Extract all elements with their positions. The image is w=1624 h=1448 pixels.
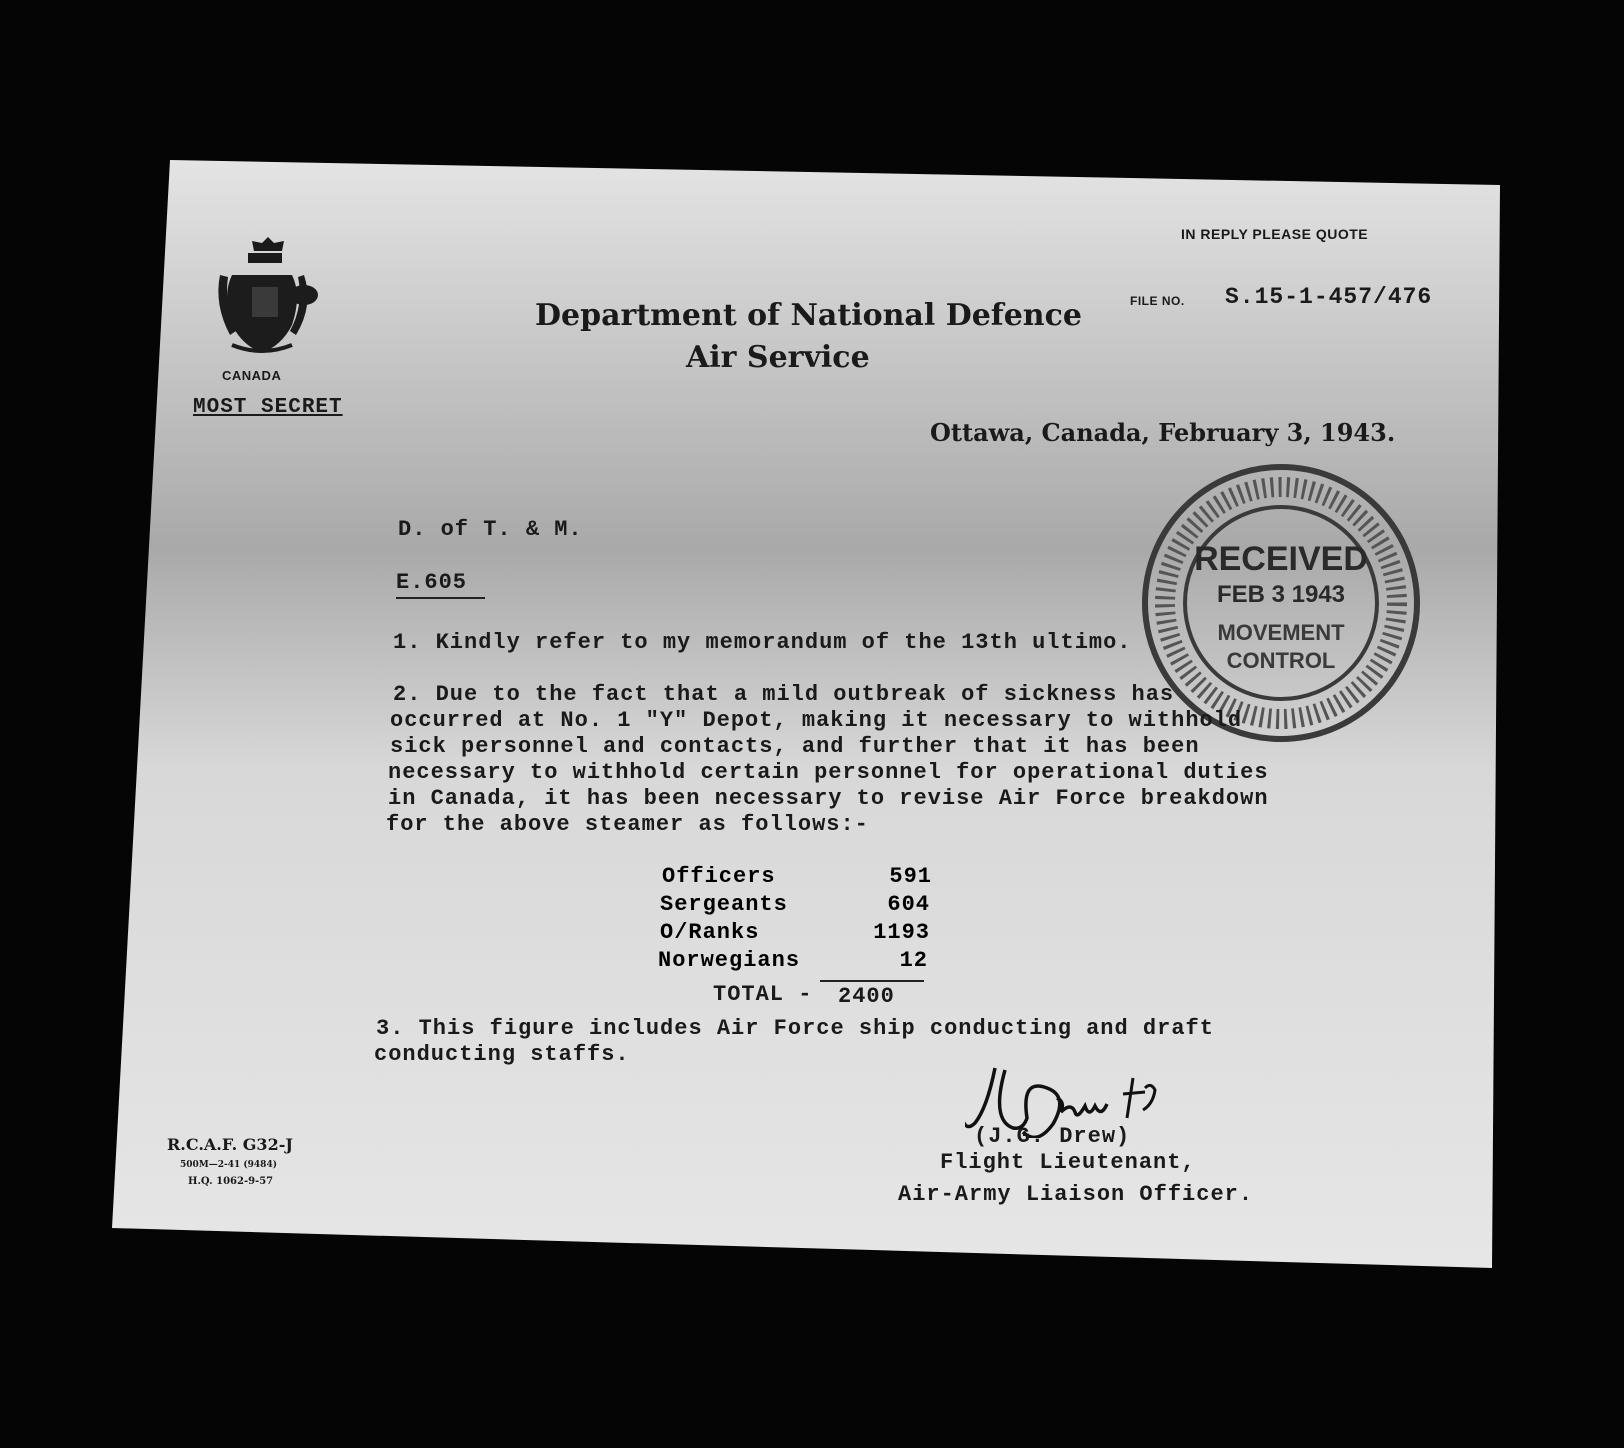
paragraph-3-line: 3. This figure includes Air Force ship conducting and draft — [376, 1016, 1214, 1041]
reference-number: E.605 — [396, 570, 485, 599]
breakdown-value: 12 — [899, 948, 928, 973]
stamp-control-text: CONTROL — [1226, 648, 1336, 673]
breakdown-row — [660, 892, 930, 917]
total-value: 2400 — [838, 984, 895, 1009]
signer-title: Air-Army Liaison Officer. — [898, 1182, 1254, 1207]
form-hq-number: H.Q. 1062-9-57 — [188, 1176, 274, 1187]
file-no-label: FILE NO. — [1130, 294, 1185, 308]
paragraph-2-line: sick personnel and contacts, and further that it has been — [390, 734, 1200, 759]
breakdown-label: Officers — [662, 864, 776, 889]
signer-name: (J.G. Drew) — [974, 1124, 1131, 1149]
breakdown-value: 604 — [887, 892, 930, 917]
breakdown-value: 1193 — [873, 920, 930, 945]
breakdown-label: Norwegians — [658, 948, 801, 973]
classification-marking: MOST SECRET — [193, 396, 343, 419]
stamp-date-text: FEB 3 1943 — [1216, 581, 1346, 608]
stamp-movement-text: MOVEMENT — [1217, 620, 1345, 645]
stamp-received-text: RECEIVED — [1194, 540, 1368, 578]
received-stamp — [1140, 462, 1422, 744]
breakdown-row — [658, 948, 928, 973]
place-date: Ottawa, Canada, February 3, 1943. — [930, 418, 1396, 447]
paragraph-2-line: in Canada, it has been necessary to revise Air Force breakdown — [388, 786, 1269, 811]
paragraph-1: 1. Kindly refer to my memorandum of the 13th ultimo. — [393, 630, 1132, 655]
breakdown-label: O/Ranks — [660, 920, 760, 945]
coat-of-arms-icon — [212, 235, 332, 365]
breakdown-value: 591 — [889, 864, 932, 889]
paragraph-2-line: for the above steamer as follows:- — [386, 812, 869, 837]
breakdown-row — [660, 920, 930, 945]
reply-quote-label: IN REPLY PLEASE QUOTE — [1181, 226, 1369, 242]
form-code: R.C.A.F. G32-J — [167, 1135, 293, 1154]
paragraph-2-line: necessary to withhold certain personnel for operational duties — [388, 760, 1269, 785]
form-print-run: 500M—2-41 (9484) — [180, 1160, 277, 1170]
total-rule — [820, 980, 924, 982]
coat-of-arms-caption: CANADA — [222, 368, 282, 383]
file-number: S.15-1-457/476 — [1225, 284, 1433, 310]
paragraph-2-line: 2. Due to the fact that a mild outbreak of sickness has — [393, 682, 1175, 707]
signer-rank: Flight Lieutenant, — [940, 1150, 1196, 1175]
paragraph-2-line: occurred at No. 1 "Y" Depot, making it necessary to withhold — [390, 708, 1243, 733]
total-label: TOTAL - — [713, 982, 813, 1007]
addressee: D. of T. & M. — [398, 517, 583, 542]
department-heading: Department of National Defence — [535, 298, 1082, 333]
breakdown-row — [662, 864, 932, 889]
breakdown-label: Sergeants — [660, 892, 788, 917]
paragraph-3-line: conducting staffs. — [374, 1042, 630, 1067]
service-heading: Air Service — [686, 340, 870, 375]
